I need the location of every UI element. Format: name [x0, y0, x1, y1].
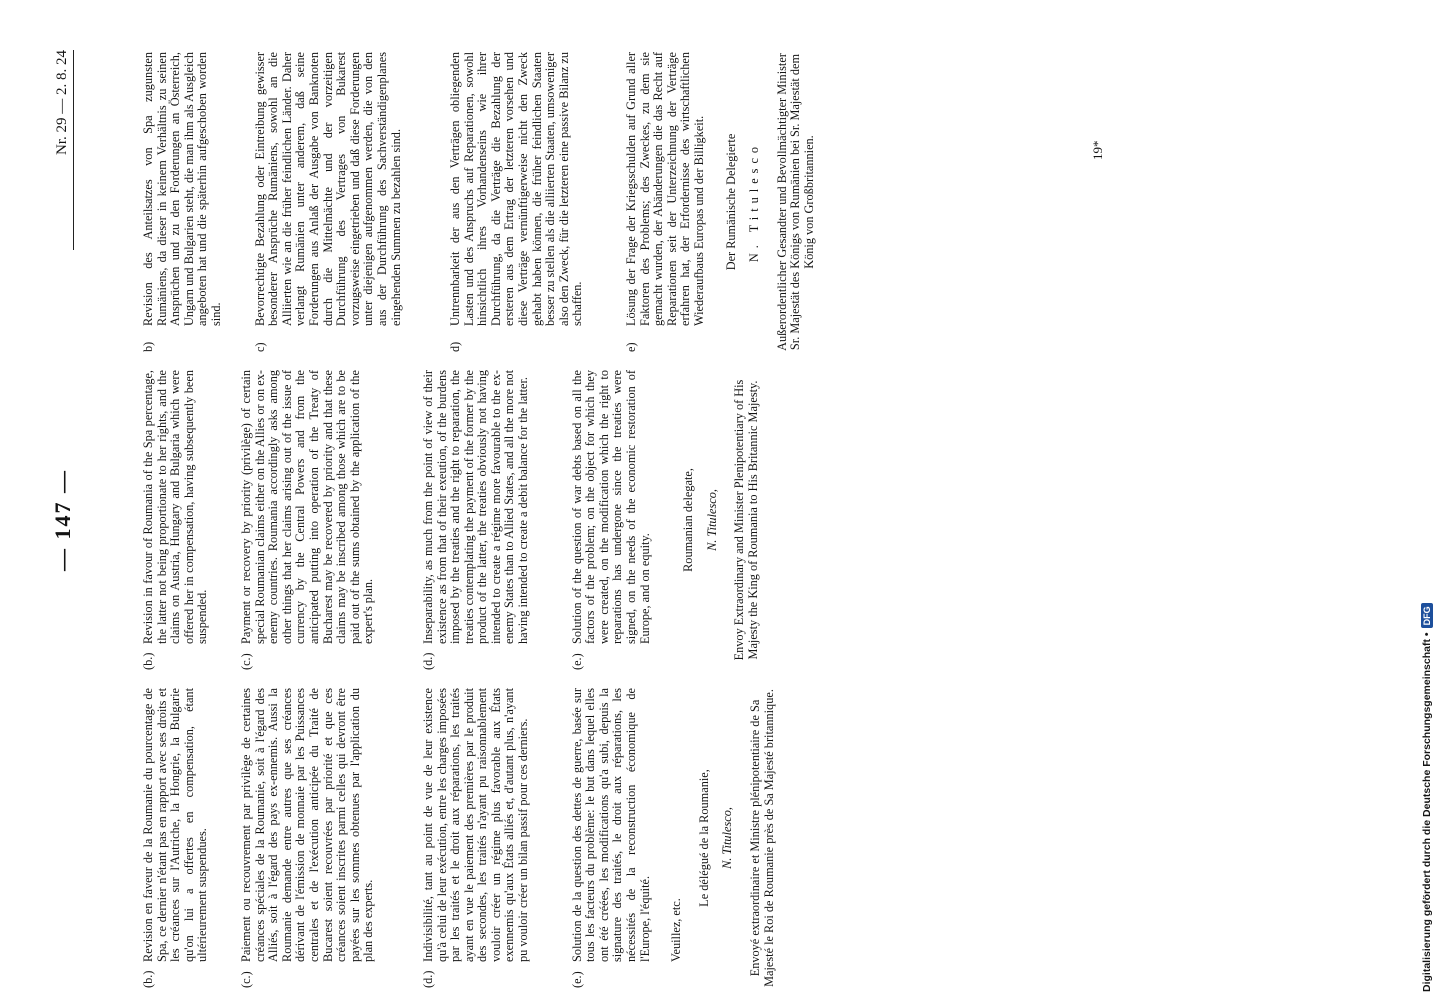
- delegate-line: Der Rumänische Delegierte: [723, 133, 738, 271]
- french-item-e: [571, 688, 653, 988]
- german-item-b: [142, 52, 224, 352]
- french-column: [142, 688, 776, 988]
- french-item-d: [422, 688, 531, 988]
- item-text: Revision en faveur de la Roumanie du pourcentage de Spa, ce dernier n'étant pas en rapport avec ses droits et les créances sur l'Autriche, la Hongrie, la Bulgarie qu'on lui a offertes en compensation, étant ultérieurement suspendues.: [141, 688, 210, 962]
- item-text: Indivisibilité, tant au point de vue de leur existence qu'à celui de leur exécution, entre les charges imposées par les traités et le droit aux réparations, les traités ayant en vue le paiement des premières par le produit des secondes, les traités n'ayant pu raisonnablement vouloir créer un régime plus favorable aux États exennemis qu'aux États alliés et, d'autant plus, n'ayant pu vouloir créer un bilan passif pour ces derniers.: [420, 688, 531, 962]
- item-text: Revision in favour of Roumania of the Spa percentage, the latter not being proportionate to her rights, and the claims on Austria, Hungary and Bulgaria which were offered her in compensation, having subsequently been suspended.: [141, 370, 210, 644]
- signatory-title: Außerordentlicher Gesandter und Bevollmächtigter Minister Sr. Majestät des Königs von Rumänien bei Sr. Majestät dem König von Großbritannien.: [774, 53, 816, 351]
- page-signature-mark: 19*: [1090, 140, 1105, 160]
- delegate-line: Roumanian delegate,: [681, 468, 696, 572]
- item-text: Untrennbarkeit der aus den Verträgen obliegenden Lasten und des Anspruchs auf Reparationen, sowohl hinsichtlich ihres Vorhandenseins wie ihrer Durchführung, da die Verträge die Bezahlung der ersteren aus dem Ertrag der letzteren vorsehen und diese Verträge vernünftigerweise nicht den Zweck gehabt haben können, die früher feindlichen Staaten besser zu stellen als die alliierten Staaten, umsoweniger also den Zweck, für die letzteren eine passive Bilanz zu schaffen.: [448, 52, 585, 326]
- item-text: Bevorrechtigte Bezahlung oder Eintreibung gewisser besonderer Ansprüche Rumäniens, sowohl an die Alliierten wie an die früher feindlichen Länder. Daher verlangt Rumänien unter anderem, daß seine Forderungen aus Anlaß der Ausgabe von Banknoten durch die Mittelmächte und der vorzeitigen Durchführung des Vertrages von Bukarest vorzugsweise eingetrieben und daß diese Forderungen unter diejenigen aufgenommen werden, die von den aus der Durchführung des Sachverständigenplanes eingehenden Summen zu bezahlen sind.: [252, 52, 403, 326]
- item-text: Inseparability, as much from the point of view of their existence as from that of their exeution, of the burdens imposed by the treaties and the right to reparation, the treaties contemplating the payment of the former by the product of the latter, the treaties obviously not having intended to create a régime more favourable to the ex-enemy States than to Allied States, and all the more not having intended to create a debit balance for the latter.: [420, 370, 531, 644]
- issue-reference: Nr. 29 — 2. 8. 24: [54, 50, 74, 250]
- item-label: c): [252, 342, 267, 352]
- item-label: (d.): [420, 970, 435, 988]
- signatory-title: Envoy Extraordinary and Minister Plenipotentiary of His Majesty the King of Roumania to His Britannic Majesty.: [732, 379, 760, 661]
- english-item-d: [422, 370, 531, 670]
- german-item-e: [625, 52, 707, 352]
- item-text: Lösung der Frage der Kriegsschulden auf Grund aller Faktoren des Problems; des Zweckes, zu dem sie gemacht wurden, der Abänderungen die das Recht auf Reparationen seit der Unterzeichnung der Verträge erfahren hat, der Erfordernisse des wirtschaftlichen Wiederaufbaus Europas und der Billigkeit.: [624, 52, 706, 326]
- item-label: (b.): [141, 652, 155, 670]
- german-column: [142, 52, 817, 352]
- digitization-note: [1418, 8, 1434, 992]
- item-label: (e.): [569, 653, 584, 670]
- signatory-name: N. Titulesco,: [720, 807, 735, 869]
- item-label: b): [141, 341, 155, 352]
- french-item-b: [142, 688, 210, 988]
- item-text: Payment or recovery by priority (privilège) of certain special Roumanian claims either on the Allies or on ex-enemy countries. Roumania accordingly asks among other things that her claims arising out of the issue of currency by the Central Powers and from the anticipated putting into operation of the Treaty of Bucharest may be recovered by priority and that these claims may be inscribed among those which are to be paid out of the sums obtained by the application of the expert's plan.: [238, 370, 376, 644]
- delegate-line: Le délégué de la Roumanie,: [696, 769, 711, 907]
- closing-formula: Veuillez, etc.: [669, 898, 684, 962]
- item-text: Solution of the question of war debts based on all the factors of the problem; on the object for which they were created, on the modification which the right to reparations has undergone since the treaties were signed, on the needs of the economic restoration of Europe, and on equity.: [569, 370, 652, 644]
- item-label: (b.): [141, 970, 155, 988]
- item-label: e): [624, 342, 639, 352]
- item-label: d): [448, 341, 463, 352]
- item-label: (e.): [569, 971, 584, 988]
- rotated-page: [50, 40, 1110, 1000]
- english-column: [142, 370, 761, 670]
- english-item-b: [142, 370, 210, 670]
- page-number: — 147 —: [50, 469, 75, 571]
- digitization-text: Digitalisierung gefördert durch die Deutsche Forschungsgemeinschaft •: [1421, 632, 1433, 992]
- german-item-c: [254, 52, 404, 352]
- english-item-c: [240, 370, 376, 670]
- english-item-e: [571, 370, 653, 670]
- signatory-title: Envoyé extraordinaire et Ministre plénipotentiaire de Sa Majesté le Roi de Roumanie près de Sa Majesté britannique.: [748, 689, 776, 987]
- item-text: Revision des Anteilsatzes von Spa zugunsten Rumäniens, da dieser in keinem Verhältnis zu seinen Ansprüchen und zu den Forderungen an Österreich, Ungarn und Bulgarien steht, die man ihm als Ausgleich angeboten hat und die späterhin aufgeschoben worden sind.: [141, 52, 223, 326]
- signatory-name: N. Titulesco,: [704, 489, 719, 551]
- signatory-name: N. Titulesco: [747, 141, 762, 263]
- item-label: (c.): [238, 653, 253, 670]
- german-item-d: [449, 52, 585, 352]
- item-text: Paiement ou recouvrement par privilège de certaines créances spéciales de la Roumanie, soit à l'égard des Alliés, soit à l'égard des pays ex-ennemis. Aussi la Roumanie demande entre autres que ses créances dérivant de l'émission de monnaie par les Puissances centrales et de l'exécution anticipée du Traité de Bucarest soient recouvrées par priorité et que ces créances soient inscrites parmi celles qui devront être payées sur les sommes obtenues par l'application du plan des experts.: [238, 688, 376, 962]
- item-label: (c.): [238, 971, 253, 988]
- dfg-logo: DFG: [1421, 603, 1433, 628]
- french-item-c: [240, 688, 376, 988]
- item-text: Solution de la question des dettes de guerre, basée sur tous les facteurs du problème: le but dans lequel elles ont été créées, les modifications qu'a subi, depuis la signature des traités, le droit aux réparations, les nécessités de la reconstruction économique de l'Europe, l'équité.: [569, 688, 652, 962]
- item-label: (d.): [420, 652, 435, 670]
